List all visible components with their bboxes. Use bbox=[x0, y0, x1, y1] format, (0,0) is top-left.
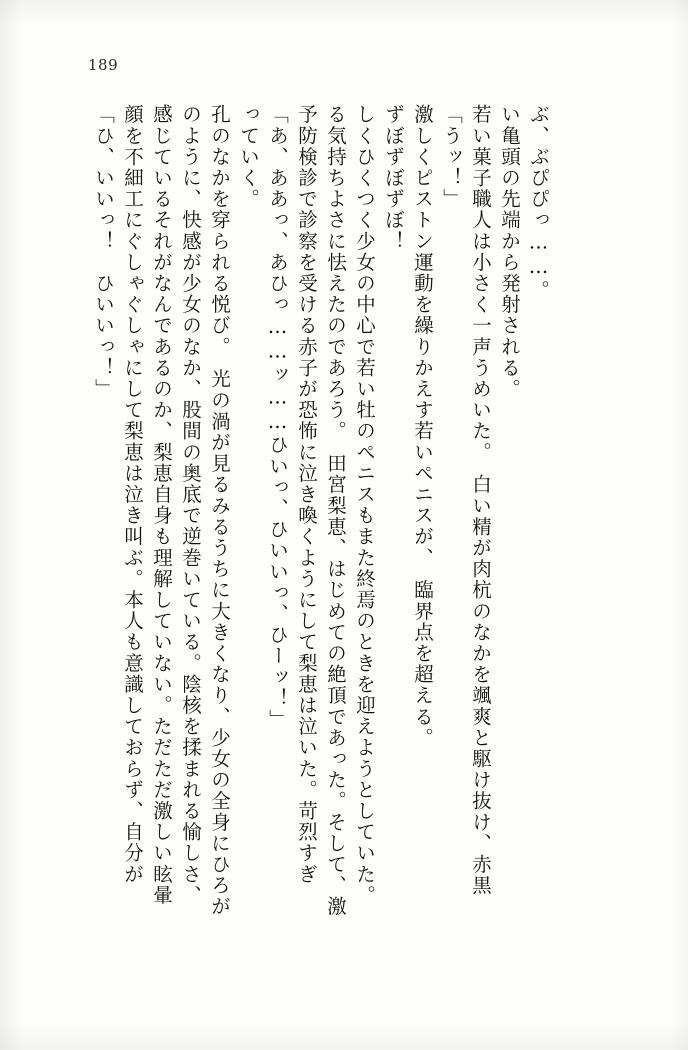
scan-edge-left bbox=[0, 0, 22, 1050]
text-line: 予防検診で診察を受ける赤子が恐怖に泣き喚くようにして梨恵は泣いた。苛烈すぎ bbox=[295, 104, 318, 885]
text-line: 孔のなかを穿られる悦び。 光の渦が見るみるうちに大きくなり、少女の全身にひろが bbox=[208, 104, 231, 918]
text-line: 「あ、ああっ、あひっ……ッ……ひいっ、ひいいっ、ひーッ！」 bbox=[266, 104, 289, 730]
text-line: い亀頭の先端から発射される。 bbox=[498, 104, 521, 400]
scan-edge-right bbox=[670, 0, 688, 1050]
text-line: っていく。 bbox=[237, 104, 260, 210]
vertical-text-body bbox=[84, 104, 614, 944]
text-line: ずぼずぼずぼ！ bbox=[382, 104, 405, 252]
text-line: のように、快感が少女のなか、股間の奥底で逆巻いている。陰核を揉まれる愉しさ、 bbox=[179, 104, 202, 906]
text-line: ぶ、ぶぴぴっ……。 bbox=[527, 104, 550, 301]
text-line: しくひくつく少女の中心で若い牡のペニスもまた終焉のときを迎えようとしていた。 bbox=[353, 104, 376, 906]
text-line: 若い菓子職人は小さく一声うめいた。 白い精が肉杭のなかを颯爽と駆け抜け、赤黒 bbox=[469, 104, 492, 897]
text-line: 激しくピストン運動を繰りかえす若いペニスが、 臨界点を超える。 bbox=[411, 104, 434, 749]
text-line: 顔を不細工にぐしゃぐしゃにして梨恵は泣き叫ぶ。本人も意識しておらず、自分が bbox=[121, 104, 144, 885]
scan-edge-bottom bbox=[0, 1020, 688, 1050]
text-line: る気持ちよさに怯えたのであろう。 田宮梨恵、はじめての絶頂であった。そして、激 bbox=[324, 104, 347, 918]
page-number: 189 bbox=[88, 56, 119, 74]
text-line: 感じているそれがなんであるのか、梨恵自身も理解していない。ただただ激しい眩暈 bbox=[150, 104, 173, 906]
text-line: 「ひ、いいっ！ ひいいっ！」 bbox=[92, 104, 115, 400]
text-line: 「うッ！」 bbox=[440, 104, 463, 210]
scan-edge-top bbox=[0, 0, 688, 26]
